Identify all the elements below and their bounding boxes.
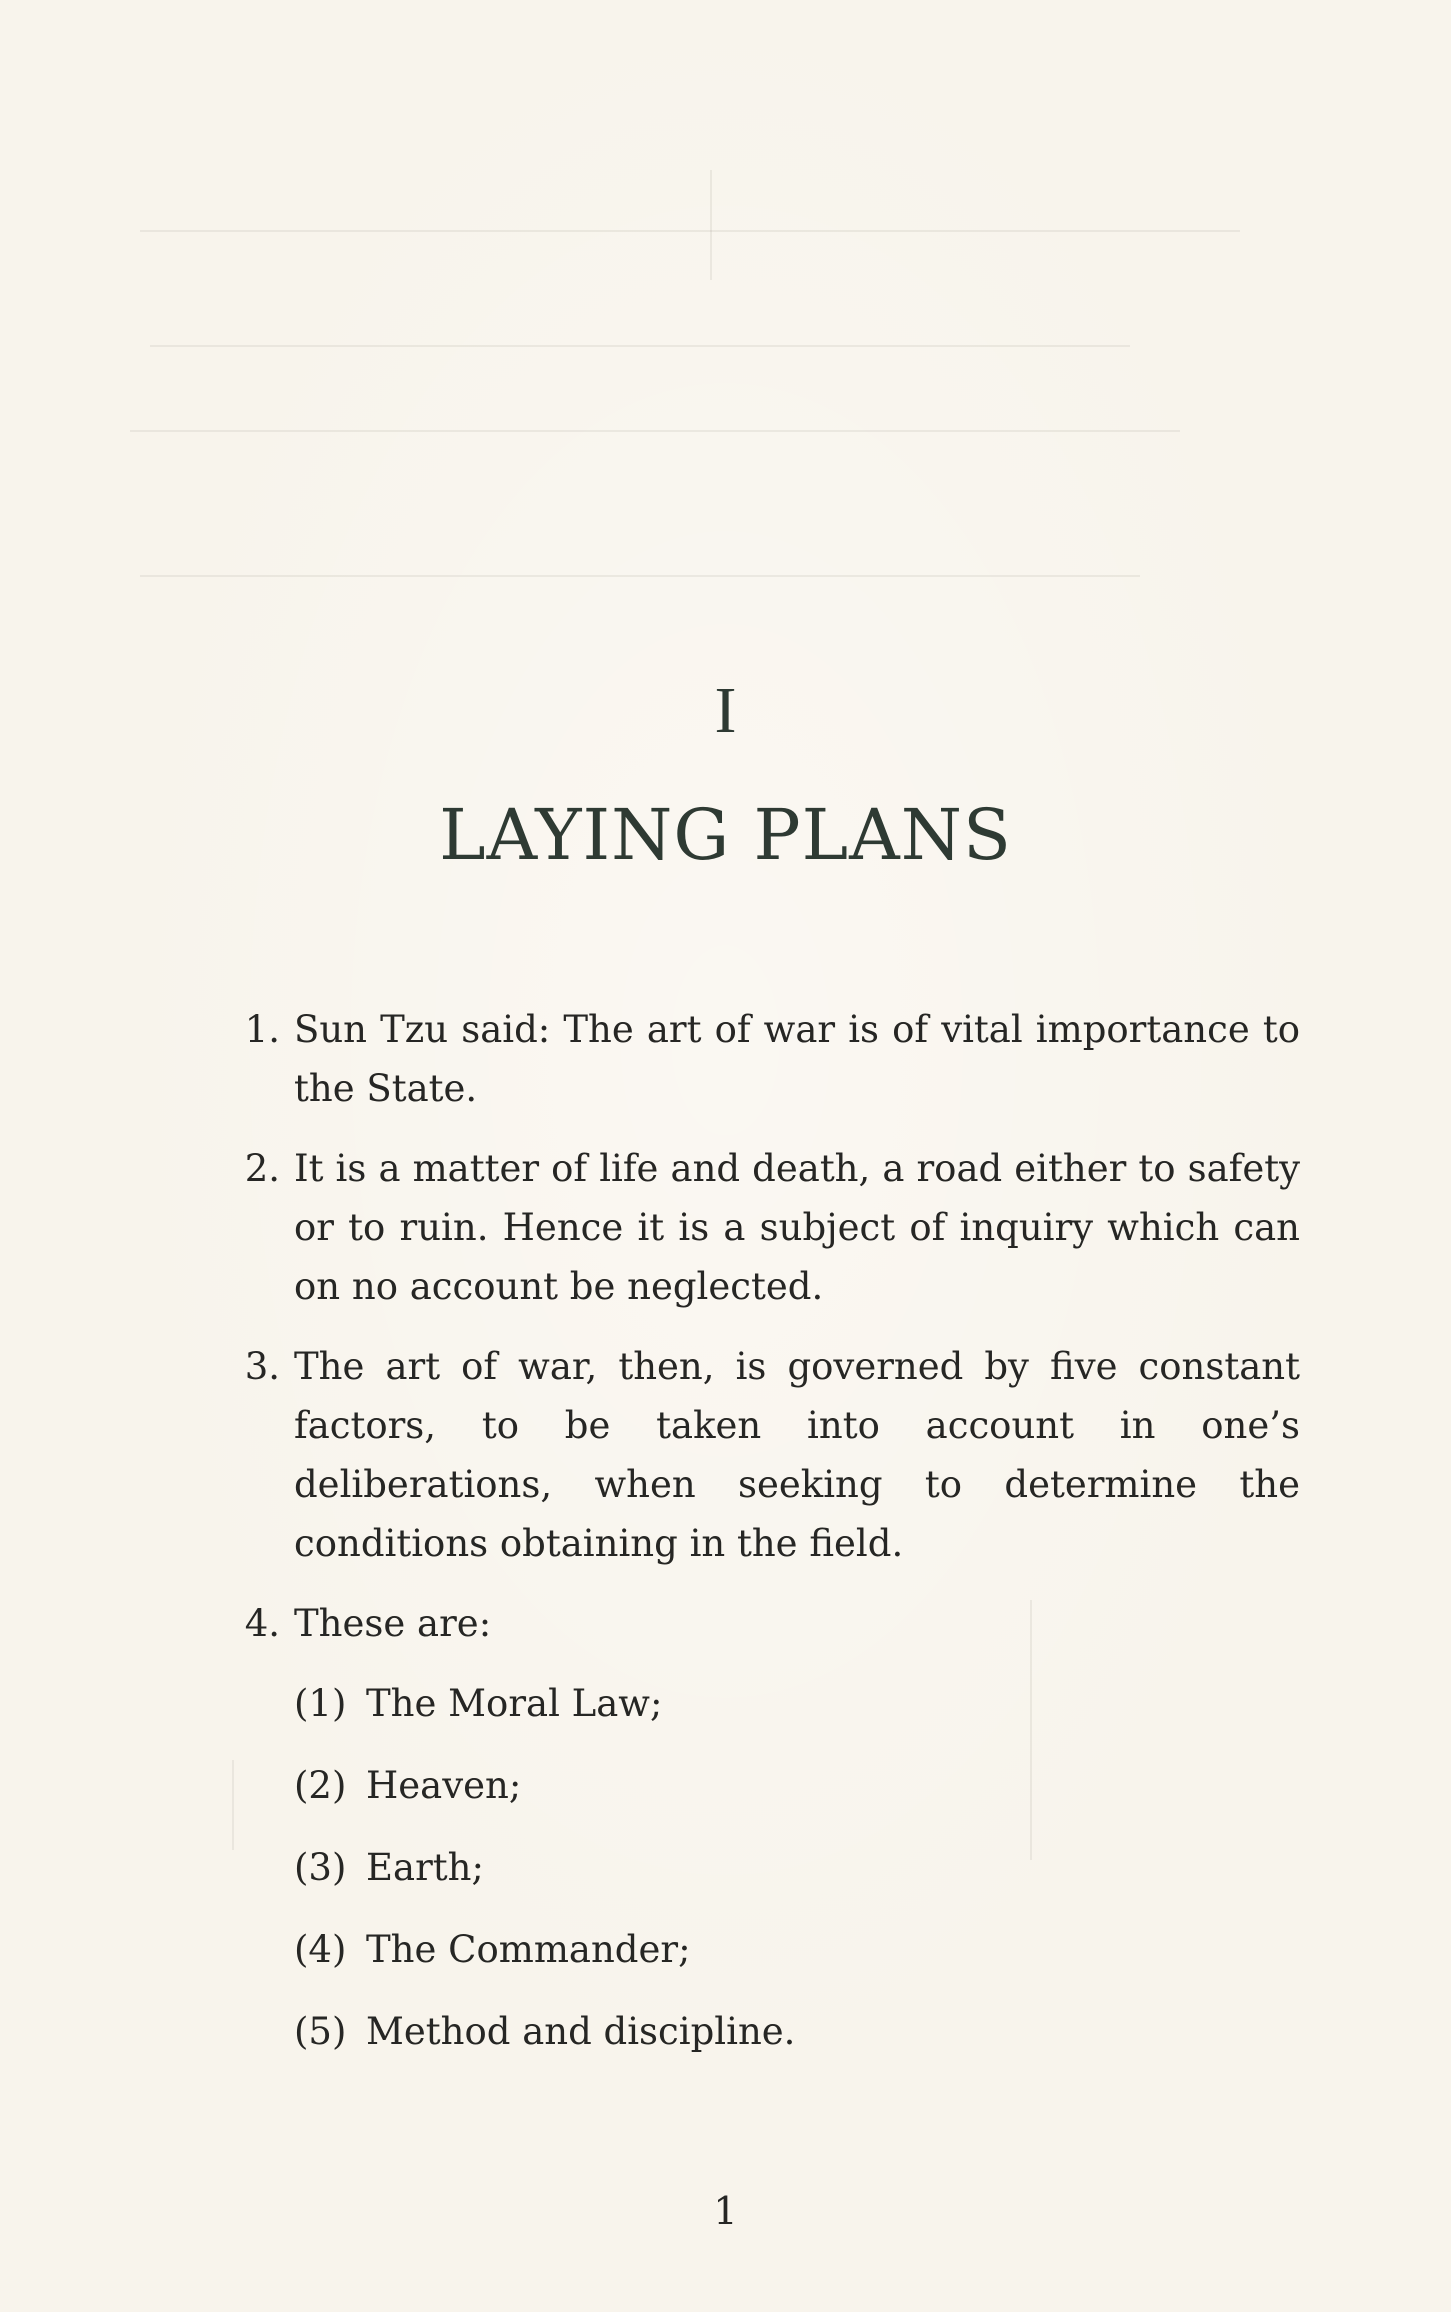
paragraph-number: 3. [244, 1345, 280, 1388]
bleed-through-line [130, 430, 1180, 432]
list-item-text: The Moral Law; [366, 1682, 663, 1725]
list-item-number: (3) [294, 1846, 347, 1889]
list-item-text: The Commander; [366, 1928, 691, 1971]
paragraph-number: 1. [244, 1008, 280, 1051]
paragraph-text: It is a matter of life and death, a road either to safety or to ruin. Hence it is a subject of inquiry which can on no account be neglected. [294, 1147, 1300, 1308]
list-item [220, 1920, 1300, 1979]
list-item-text: Heaven; [366, 1764, 522, 1807]
bleed-through-line [150, 345, 1130, 347]
list-item-text: Method and discipline. [366, 2010, 796, 2053]
paragraph-text: Sun Tzu said: The art of war is of vital importance to the State. [294, 1008, 1300, 1110]
paragraph-2 [220, 1139, 1300, 1316]
list-item [220, 1756, 1300, 1815]
paragraph-number: 2. [244, 1147, 280, 1190]
paragraph-text: The art of war, then, is governed by five constant factors, to be taken into account in one’s deliberations, when seeking to determine the conditions obtaining in the field. [294, 1345, 1300, 1565]
page-number: 1 [713, 2189, 738, 2233]
paragraph-3 [220, 1337, 1300, 1573]
factors-list [220, 1674, 1300, 2061]
list-item [220, 2002, 1300, 2061]
paragraph-number: 4. [244, 1602, 280, 1645]
list-item [220, 1838, 1300, 1897]
paragraph-1 [220, 1000, 1300, 1118]
chapter-title: LAYING PLANS [439, 794, 1012, 876]
list-item-number: (5) [294, 2010, 347, 2053]
chapter-body [220, 1000, 1300, 2084]
paragraph-4 [220, 1594, 1300, 1653]
list-item [220, 1674, 1300, 1733]
list-item-number: (1) [294, 1682, 347, 1725]
paragraph-text: These are: [294, 1602, 492, 1645]
chapter-number: I [714, 674, 737, 747]
bleed-through-line [710, 170, 712, 280]
list-item-number: (4) [294, 1928, 347, 1971]
bleed-through-line [140, 575, 1140, 577]
bleed-through-line [140, 230, 1240, 232]
list-item-text: Earth; [366, 1846, 484, 1889]
list-item-number: (2) [294, 1764, 347, 1807]
